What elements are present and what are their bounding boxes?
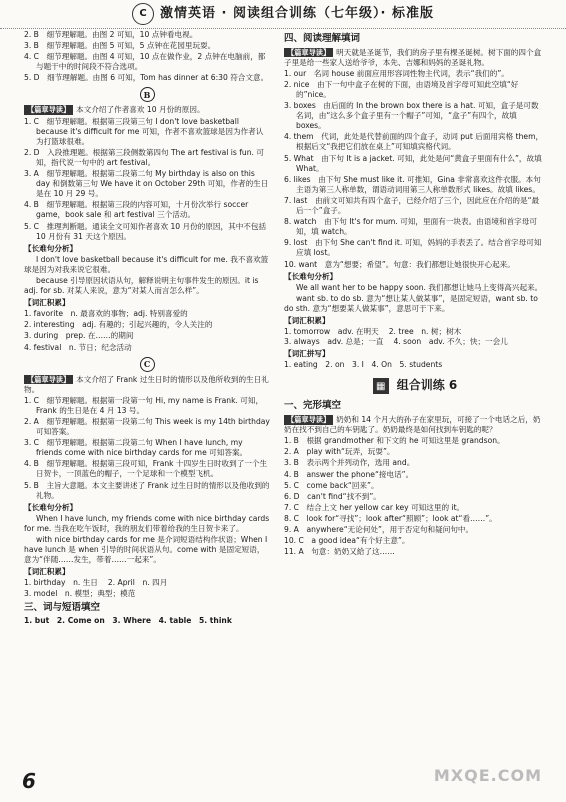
guide-paragraph [284,415,546,435]
guide-tag: 【篇章导读】 [24,375,73,385]
guide-tag: 【篇章导读】 [24,105,73,115]
answer-item: 2. B 细节理解题。由图 2 可知，10 点钟看电视。 [24,30,198,39]
page-header [0,0,566,29]
training-title: 组合训练 6 [396,378,458,393]
section-b-marker: B [140,87,155,102]
answer-item: 2. nice 由下一句中盒子在树的下面，由语境及首字母可知此空填“好的”nice。 [284,79,519,99]
page-number: 6 [22,769,36,793]
long-sentence-note: with nice birthday cards for me 是介词短语结构作状语；When I have lunch 是 when 引导的时间状语从句。come with 是固定短语，意为“伴随……发生，带着……一起来”。 [24,535,268,565]
guide-tag: 【篇章导读】 [284,415,333,425]
page-title: 激情英语 · 阅读组合训练（七年级）· 标准版 [160,6,434,22]
section-1-title: 一、完形填空 [284,400,342,412]
cloze-item: 7. C 结合上文 her yellow car key 可知这里的 it。 [284,502,465,512]
guide-text: 本文介绍了 Frank 过生日时的情形以及他所收到的生日礼物。 [24,374,269,394]
vocab-heading: 【词汇积累】 [24,298,70,308]
answer-item: 10. want 意为“想要；希望”。句意：我们都想让她很快开心起来。 [284,259,515,269]
vocab-item: 3. model n. 模型；典型；模范 [24,588,136,598]
cloze-item: 1. B 根据 grandmother 和下文的 he 可知这里是 grandson。 [284,436,505,446]
answer-item: 3. boxes 由后面的 In the brown box there is a hat. 可知，盒子是可数名词，由“这么多个盒子里有一个帽子”可知，“盒子”有四个，故填 boxes。 [284,101,539,131]
long-sentence: I don't love basketball because it's difficult for me. 我不喜欢篮球是因为对我来说它很难。 [24,254,269,274]
vocab-item: 4. festival n. 节日；纪念活动 [24,342,132,352]
answer-item: 1. C 细节理解题。根据第三段第三句 I don't love basketball because it's difficult for me 可知，作者不喜欢篮球是因为作者认为打篮球很难。 [24,116,264,146]
section-c-marker: C [140,357,155,372]
long-sentence-note: want sb. to do sb. 意为“想让某人做某事”，是固定短语，want sb. to do sth. 意为“想要某人做某事”，意思可于下来。 [284,293,538,313]
answer-item: 5. C 推理判断题。通读全文可知作者喜欢 10 月份的原因，其中不包括 10 月份有 31 天这个原因。 [24,221,267,241]
training-banner [284,376,546,396]
answer-item: 8. watch 由下句 It's for mum. 可知，里面有一块表。由语境和首字母可知，填 watch。 [284,217,537,237]
cloze-item: 10. C a good idea“有个好主意”。 [284,536,410,546]
vocab-heading: 【词汇积累】 [284,315,330,325]
spelling-answers: 1. eating 2. on 3. I 4. On 5. students [284,360,443,370]
book-logo-icon: C [132,3,154,25]
answer-item: 5. D 细节理解题。由图 6 可知，Tom has dinner at 6:30 符合文意。 [24,73,269,83]
vocab-item: 1. tomorrow adv. 在明天 [284,327,379,337]
guide-paragraph [24,105,270,115]
cloze-item: 6. D can't find“找不到”。 [284,491,381,501]
spelling-heading: 【词汇拼写】 [284,349,330,359]
right-column [284,30,546,558]
section-3-title: 三、词与短语填空 [24,601,101,613]
answer-item: 7. last 由前文可知共有四个盒子，已经介绍了三个，因此应在介绍的是“最后一个”盒子。 [284,195,540,216]
answer-item: 6. likes 由下句 She must like it. 可推知，Gina 非常喜欢这件衣服。本句主语为第三人称单数，谓语动词用第三人称单数形式 likes。故填 likes。 [284,174,541,194]
long-sentence: When I have lunch, my friends come with nice birthday cards for me. 当我在吃午饭时，我的朋友们带着给我的生日贺卡来了。 [24,513,270,533]
answer-item: 1. our 名词 house 前面应用形容词性物主代词，表示“我们的”。 [284,68,509,78]
vocab-list [24,578,270,598]
training-icon: ▦ [373,378,389,394]
answer-item: 2. D 入段推理题。根据第三段侧数第四句 The art festival is fun. 可知，指代说一句中的 art festival。 [24,147,264,167]
vocab-item: 3. always adv. 总是；一直 [284,337,384,347]
long-sentence-note: because 引导原因状语从句，解释说明主句事件发生的原因。it is adj. for sb. 对某人来说，意为“对某人而言怎么样”。 [24,275,259,296]
cloze-item: 2. A play with“玩弄，玩耍”。 [284,447,395,457]
answer-item: 3. C 细节理解题。根据第二段第二句 When I have lunch, my friends come with nice birthday cards for me 可知答案。 [24,438,248,458]
guide-text: 奶奶和 14 个月大的孙子在家里玩，可接了一个电话之后，奶奶在找不到自己的车钥匙了。奶奶最终是如何找到车钥匙的呢？ [284,415,541,435]
answer-item: 2. A 细节理解题。根据第一段第二句 This week is my 14th birthday 可知答案。 [24,417,270,437]
answer-item: 1. C 细节理解题。根据第一段第一句 Hi, my name is Frank. 可知，Frank 的生日是在 4 月 13 号。 [24,395,264,415]
vocab-item: 3. during prep. 在……的期间 [24,331,134,341]
vocab-list [284,327,546,347]
watermark: MXQE.COM [433,766,542,785]
answer-item: 4. them 代词，此处是代替前面的四个盒子，动词 put 后面用宾格 them，根据后文“我把它们放在桌上”可知填宾格代词。 [284,132,544,152]
cloze-item: 8. C look for“寻找”；look after“照顾”；look at“看……”。 [284,513,497,523]
guide-paragraph [284,48,546,68]
cloze-item: 5. C come back“回来”。 [284,480,379,490]
cloze-item: 3. B 表示两个并列动作，选用 and。 [284,458,415,468]
left-column [24,30,270,627]
vocab-item: 2. interesting adj. 有趣的；引起兴趣的，令人关注的 [24,320,213,330]
vocab-item: 1. birthday n. 生日 [24,578,98,588]
cloze-item: 4. B answer the phone“接电话”。 [284,469,414,479]
answer-item: 4. C 细节理解题。由图 4 可知，10 点在做作业，2 点钟在电脑前，都与题干中的时间段不符合选项。 [24,52,266,72]
vocab-item: 2. tree n. 树；树木 [388,327,462,337]
long-sentence-heading: 【长难句分析】 [24,243,78,253]
guide-paragraph [24,375,270,395]
guide-text: 本文介绍了作者喜欢 10 月份的原因。 [76,105,205,115]
answer-item: 5. B 主旨大意题。本文主要讲述了 Frank 过生日时的情形以及他收到的礼物。 [24,480,270,500]
section-4-title: 四、阅读理解填词 [284,33,361,44]
vocab-item: 1. favorite n. 最喜欢的事物；adj. 特别喜爱的 [24,309,188,319]
cloze-item: 9. A anywhere“无论何处”，用于否定句和疑问句中。 [284,525,474,534]
vocab-item: 2. April n. 四月 [107,578,168,588]
cloze-item: 11. A 句意：奶奶又給了这…… [284,547,395,557]
answer-item: 3. B 细节理解题。由图 5 可知，5 点钟在花园里玩耍。 [24,41,216,51]
answer-item: 5. What 由下句 It is a jacket. 可知，此处是问“黄盒子里面有什么”，故填 What。 [284,153,542,173]
vocab-heading: 【词汇积累】 [24,567,70,577]
section-3-answers: 1. but 2. Come on 3. Where 4. table 5. think [24,616,232,626]
long-sentence: We all want her to be happy soon. 我们都想让她马上变得高兴起来。 [296,282,543,292]
long-sentence-heading: 【长难句分析】 [284,271,338,281]
answer-item: 9. lost 由下句 She can't find it. 可知，妈妈的手表丢了。结合首字母可知应填 lost。 [284,238,542,258]
long-sentence-heading: 【长难句分析】 [24,502,78,512]
answer-item: 4. B 细节理解题。根据第三段可知，Frank 十四岁生日时收到了一个生日贺卡，一顶蓝色的帽子，一个足球和一个模型飞机。 [24,459,268,479]
vocab-item: 4. soon adv. 不久；快；一会儿 [393,337,508,347]
answer-item: 3. A 细节理解题。根据第二段第二句 My birthday is also on this day 和倒数第三句 We have it on October 29th 可知，作者的生日是在 10 月 29 号。 [24,169,269,199]
guide-tag: 【篇章导读】 [284,48,333,58]
answer-item: 4. B 细节理解题。根据第三段的内容可知，十月份次举行 soccer game，book sale 和 art festival 三个活动。 [24,200,249,220]
guide-text: 明天就是圣诞节，我们的房子里有棵圣诞树。树下面的四个盒子里是给一些家人送给爷爷，本先、吉娜和妈妈的圣诞礼物。 [284,47,542,67]
